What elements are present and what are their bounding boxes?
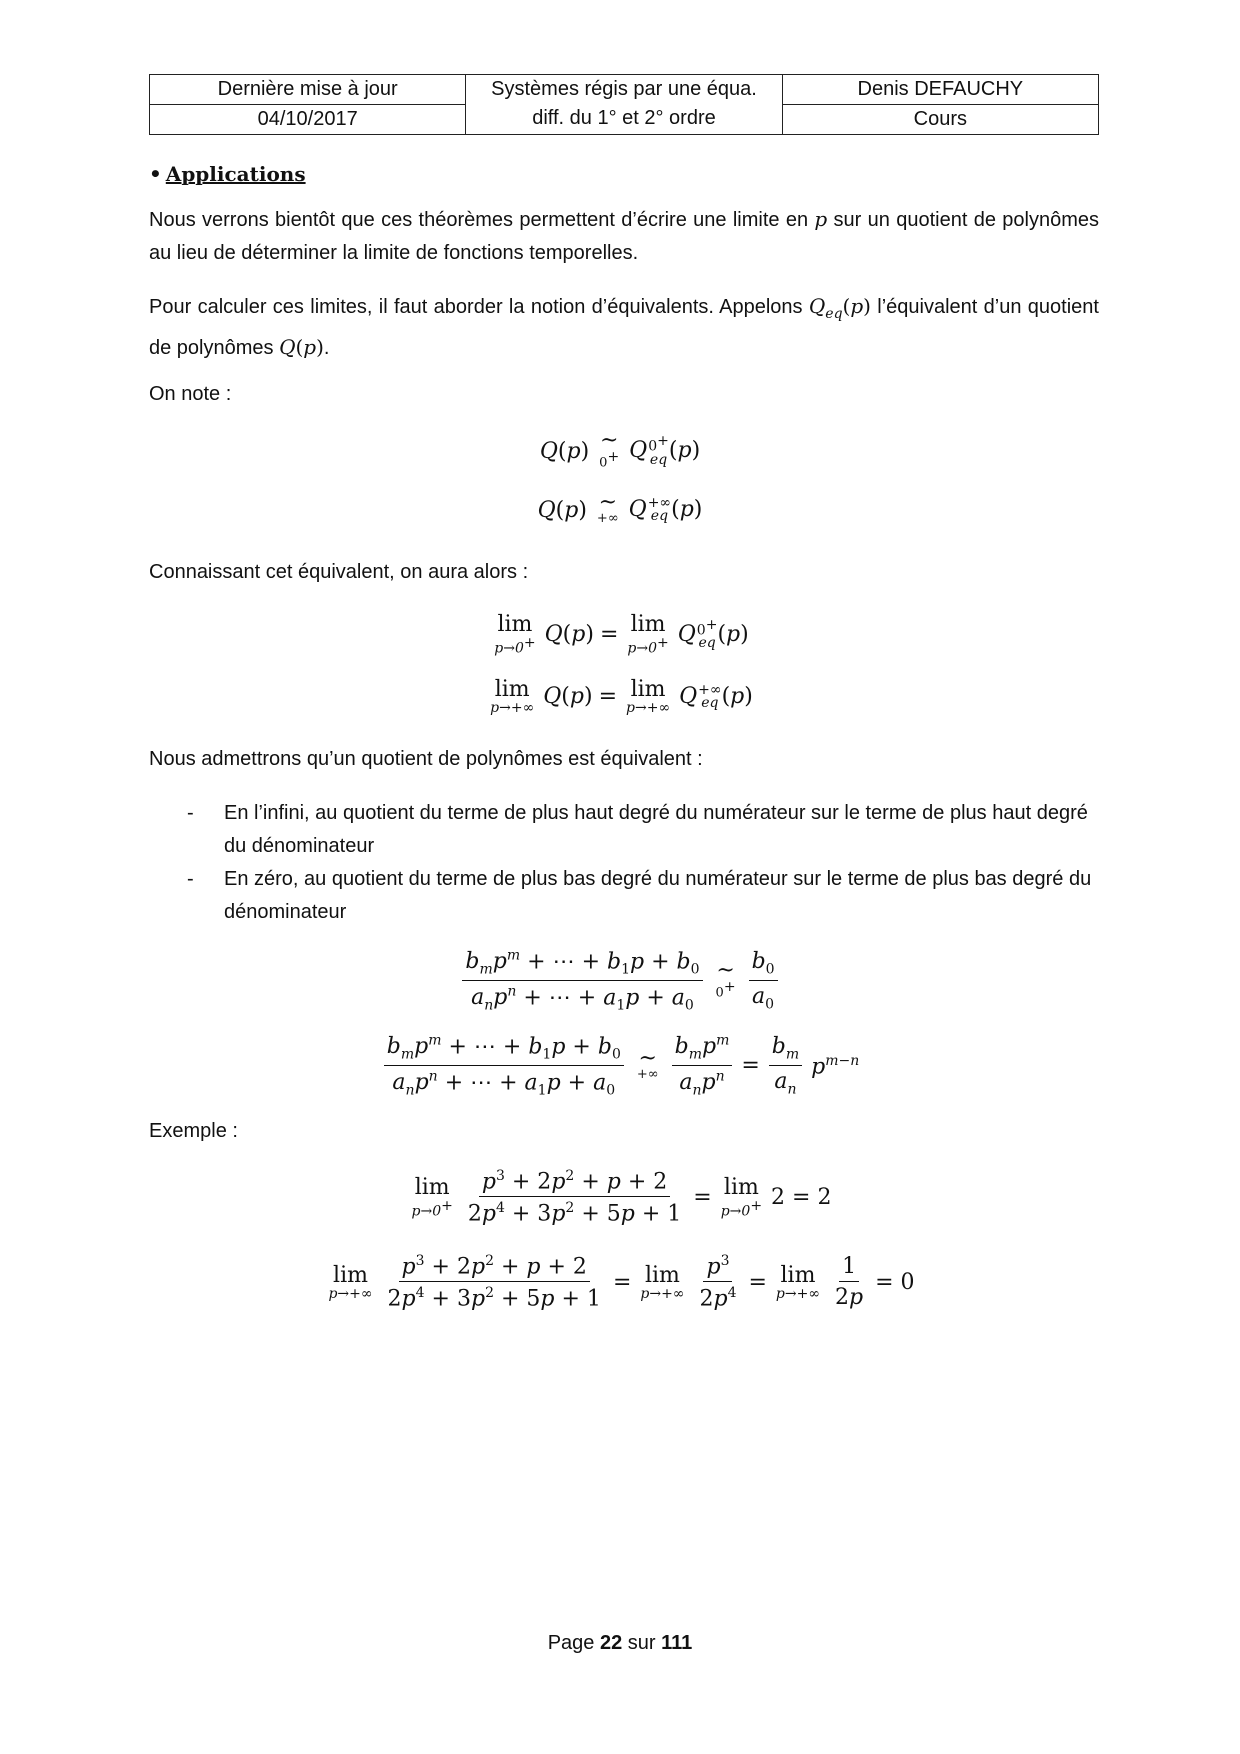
- equation-fraction-equiv-zero: $\frac{b_mp^m + \cdots + b_1p + b_0}{a_np^n + \cdots + a_1p + a_0}$ ~ 0+ $\frac{b_0}{a_0}$: [0, 948, 1240, 1013]
- footer-sur: sur: [627, 1632, 656, 1654]
- author: Denis DEFAUCHY: [782, 75, 1098, 105]
- paragraph-intro: [149, 203, 1099, 270]
- list-item-text: En l’infini, au quotient du terme de plus haut degré du numérateur sur le terme de plus haut degré du dénominateur: [224, 802, 1088, 857]
- document-title: [466, 75, 782, 135]
- equation-example-infinity: lim p→+∞ $\frac{p^3 + 2p^2 + p + 2}{2p^4 + 3p^2 + 5p + 1}$ = lim p→+∞ $\frac{p^3}{2p^4}$ = lim p→+∞ $\frac{1}{2p}$ = 0: [328, 1253, 915, 1312]
- paragraph-on-note: On note :: [149, 383, 232, 405]
- paragraph-equivalents: Pour calculer ces limites, il faut aborder la notion d’équivalents. Appelons $Q_{eq}(p)$ l’équivalent d’un quotient de polynômes Q(p).: [149, 294, 1099, 359]
- list-item: [149, 863, 1099, 929]
- paragraph-equivalents-part-b: l’équivalent d’un quotient de polynômes: [149, 296, 1099, 359]
- paragraph-intro-part-b: sur un quotient de polynômes au lieu de déterminer la limite de fonctions temporelles.: [149, 209, 1099, 264]
- dash-marker: -: [187, 802, 194, 824]
- paragraph-intro-part-a: Nous verrons bientôt que ces théorèmes permettent d’écrire une limite en: [149, 209, 815, 231]
- document-type: Cours: [782, 105, 1098, 135]
- variable-p: p: [814, 207, 828, 231]
- header-table: [149, 74, 1099, 135]
- title-line-1: Systèmes régis par une équa.: [491, 78, 757, 100]
- section-title-text: Applications: [165, 162, 306, 186]
- equation-limit-zero: lim p→0+ Q(p) = lim p→0+ Q 0+ eq (p): [494, 612, 749, 657]
- dash-marker: -: [187, 868, 194, 890]
- equation-limit-infinity: lim p→+∞ Q(p) = lim p→+∞ Q +∞ eq (p): [490, 677, 753, 716]
- page-number: 22: [599, 1632, 623, 1654]
- section-title: [149, 162, 306, 186]
- bullet-icon: •: [149, 162, 162, 186]
- equation-equiv-infinity: Q(p) ~ +∞ Q +∞ eq (p): [537, 490, 703, 526]
- paragraph-exemple: Exemple :: [149, 1120, 238, 1142]
- footer-page-word: Page: [547, 1632, 595, 1654]
- paragraph-equivalents-part-a: Pour calculer ces limites, il faut aborder la notion d’équivalents. Appelons: [149, 296, 809, 318]
- equation-fraction-equiv-infinity: $\frac{b_mp^m + \cdots + b_1p + b_0}{a_np^n + \cdots + a_1p + a_0}$ ~ +∞ $\frac{b_mp^m}{a_np^n}$ = $\frac{b_m}{a_n}$ $p^{m-n}$: [0, 1033, 1240, 1098]
- paragraph-connaissant: Connaissant cet équivalent, on aura alors :: [149, 561, 529, 583]
- list-item: [149, 797, 1099, 863]
- last-update-label: Dernière mise à jour: [150, 75, 466, 105]
- total-pages: 111: [661, 1632, 693, 1654]
- update-date: 04/10/2017: [150, 105, 466, 135]
- rules-list: [149, 797, 1099, 929]
- page-footer: [0, 1632, 1240, 1655]
- equation-equiv-zero: Q(p) ~ 0+ Q 0+ eq (p): [539, 428, 701, 471]
- paragraph-admettrons: Nous admettrons qu’un quotient de polynômes est équivalent :: [149, 748, 703, 770]
- title-line-2: diff. du 1° et 2° ordre: [532, 107, 716, 129]
- paragraph-equivalents-part-c: .: [323, 337, 330, 359]
- list-item-text: En zéro, au quotient du terme de plus bas degré du numérateur sur le terme de plus bas degré du dénominateur: [224, 868, 1092, 923]
- equation-example-zero: lim p→0+ $\frac{p^3 + 2p^2 + p + 2}{2p^4 + 3p^2 + 5p + 1}$ = lim p→0+ 2 = 2: [411, 1168, 832, 1227]
